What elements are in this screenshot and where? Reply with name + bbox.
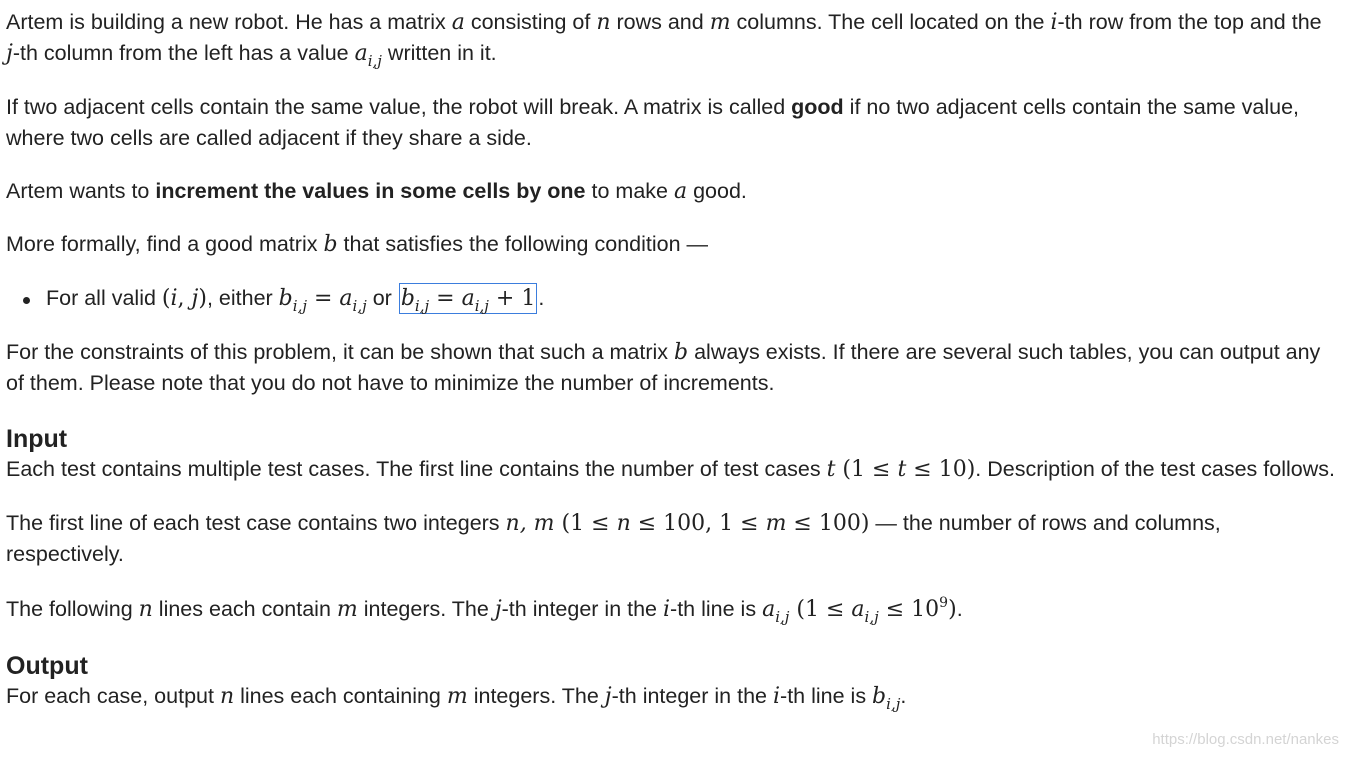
text: -th integer in the (611, 684, 773, 708)
math-symbol: ≤ 100) (786, 511, 870, 536)
text: that satisfies the following condition — (337, 232, 709, 256)
math-var: a (851, 597, 865, 622)
condition-item (6, 283, 1336, 314)
text: if no two adjacent cells contain the same value, where two cells are called adjacent if they share a side. (6, 95, 1300, 150)
math-var: m (765, 511, 787, 536)
math-var: b (278, 286, 293, 311)
text: — the number of rows and columns, respectively. (6, 511, 1221, 566)
math-subscript: i,j (352, 297, 367, 315)
statement-paragraph-3 (6, 176, 1336, 207)
math-var: j (494, 597, 502, 622)
math-subscript: i,j (367, 52, 382, 70)
math-symbol: ≤ 10) (906, 457, 976, 482)
text: For the constraints of this problem, it can be shown that such a matrix (6, 340, 675, 364)
statement-paragraph-5 (6, 337, 1336, 399)
text: The following (6, 597, 139, 621)
math-var: a (762, 597, 776, 622)
input-heading: Input (6, 425, 68, 453)
text: -th line is (670, 597, 763, 621)
math-symbol: + 1 (488, 286, 536, 311)
math-var: n (138, 597, 153, 622)
text: -th line is (780, 684, 873, 708)
math-symbol: ) (948, 597, 957, 622)
math-var: j (6, 41, 13, 66)
text: written in it. (381, 41, 497, 65)
math-var: n (596, 10, 611, 35)
math-var: i (663, 597, 671, 622)
math-symbol: (1 ≤ (554, 511, 617, 536)
math-symbol: ) (198, 286, 207, 311)
math-var: j (604, 684, 612, 709)
output-heading: Output (6, 652, 88, 680)
bold-term: increment the values in some cells by one (155, 179, 586, 203)
math-symbol: (1 ≤ (789, 597, 852, 622)
bold-term: good (791, 95, 844, 119)
watermark: https://blog.csdn.net/nankes (1152, 731, 1339, 748)
text: . (538, 286, 545, 310)
math-var: a (461, 286, 475, 311)
text: If two adjacent cells contain the same value, the robot will break. A matrix is called (6, 95, 792, 119)
math-subscript: i,j (886, 695, 901, 713)
input-paragraph-1 (6, 454, 1336, 485)
math-symbol: ( (161, 286, 171, 311)
math-var: n (616, 511, 631, 536)
text: lines each contain (152, 597, 337, 621)
text: columns. The cell located on the (730, 10, 1051, 34)
math-var: m (336, 597, 358, 622)
text: or (366, 286, 398, 310)
text: For each case, output (6, 684, 220, 708)
math-var: t (897, 457, 907, 482)
text: Artem wants to (6, 179, 156, 203)
text: consisting of (464, 10, 597, 34)
math-var: i (170, 286, 178, 311)
statement-paragraph-1 (6, 7, 1336, 69)
input-paragraph-3 (6, 594, 1336, 625)
text: Artem is building a new robot. He has a matrix (6, 10, 452, 34)
math-var: t (826, 457, 836, 482)
statement-paragraph-2 (6, 92, 1336, 154)
text: to make (585, 179, 674, 203)
math-subscript: i,j (414, 297, 430, 315)
math-var: a (673, 179, 688, 204)
math-var: j (191, 286, 199, 311)
math-var: a (339, 286, 353, 311)
text: integers. The (357, 597, 495, 621)
text: The first line of each test case contains two integers (6, 511, 506, 535)
math-symbol: = (306, 286, 340, 311)
math-subscript: i,j (474, 297, 489, 315)
problem-statement (6, 7, 1336, 712)
math-var: b (674, 340, 689, 365)
text: integers. The (467, 684, 605, 708)
math-symbol: ≤ 10 (878, 597, 940, 622)
text: . Description of the test cases follows. (975, 457, 1335, 481)
math-symbol: ≤ 100, 1 ≤ (630, 511, 766, 536)
text: For all valid (46, 286, 162, 310)
math-symbol: = (429, 286, 462, 311)
output-paragraph-1 (6, 681, 1336, 712)
math-var: b (323, 232, 338, 257)
text: always exists. If there are several such tables, you can output any of them. Please note that you do not have to minimize the number of increments. (6, 340, 1321, 395)
text: . (900, 684, 907, 708)
math-symbol: , (177, 286, 192, 311)
math-var: m (446, 684, 468, 709)
text: More formally, find a good matrix (6, 232, 324, 256)
highlighted-formula[interactable] (399, 283, 538, 314)
math-subscript: i,j (775, 608, 790, 626)
math-var: b (400, 286, 415, 311)
math-symbol: (1 ≤ (835, 457, 898, 482)
math-var: n, m (505, 511, 555, 536)
math-exponent: 9 (939, 595, 949, 611)
text: -th column from the left has a value (12, 41, 355, 65)
text: good. (687, 179, 747, 203)
text: rows and (610, 10, 710, 34)
text: -th integer in the (501, 597, 663, 621)
math-var: m (709, 10, 731, 35)
condition-list (6, 283, 1336, 314)
text: Each test contains multiple test cases. The first line contains the number of test cases (6, 457, 827, 481)
math-var: i (772, 684, 781, 709)
math-subscript: i,j (864, 608, 879, 626)
statement-paragraph-4 (6, 229, 1336, 260)
math-var: i (1050, 10, 1058, 35)
text: . (956, 597, 963, 621)
text: -th row from the top and the (1057, 10, 1322, 34)
math-var: n (219, 684, 235, 709)
math-subscript: i,j (292, 297, 307, 315)
math-var: a (451, 10, 465, 35)
math-var: a (354, 41, 368, 66)
text: , either (206, 286, 279, 310)
math-var: b (872, 684, 887, 709)
input-paragraph-2 (6, 508, 1336, 570)
text: lines each containing (234, 684, 447, 708)
